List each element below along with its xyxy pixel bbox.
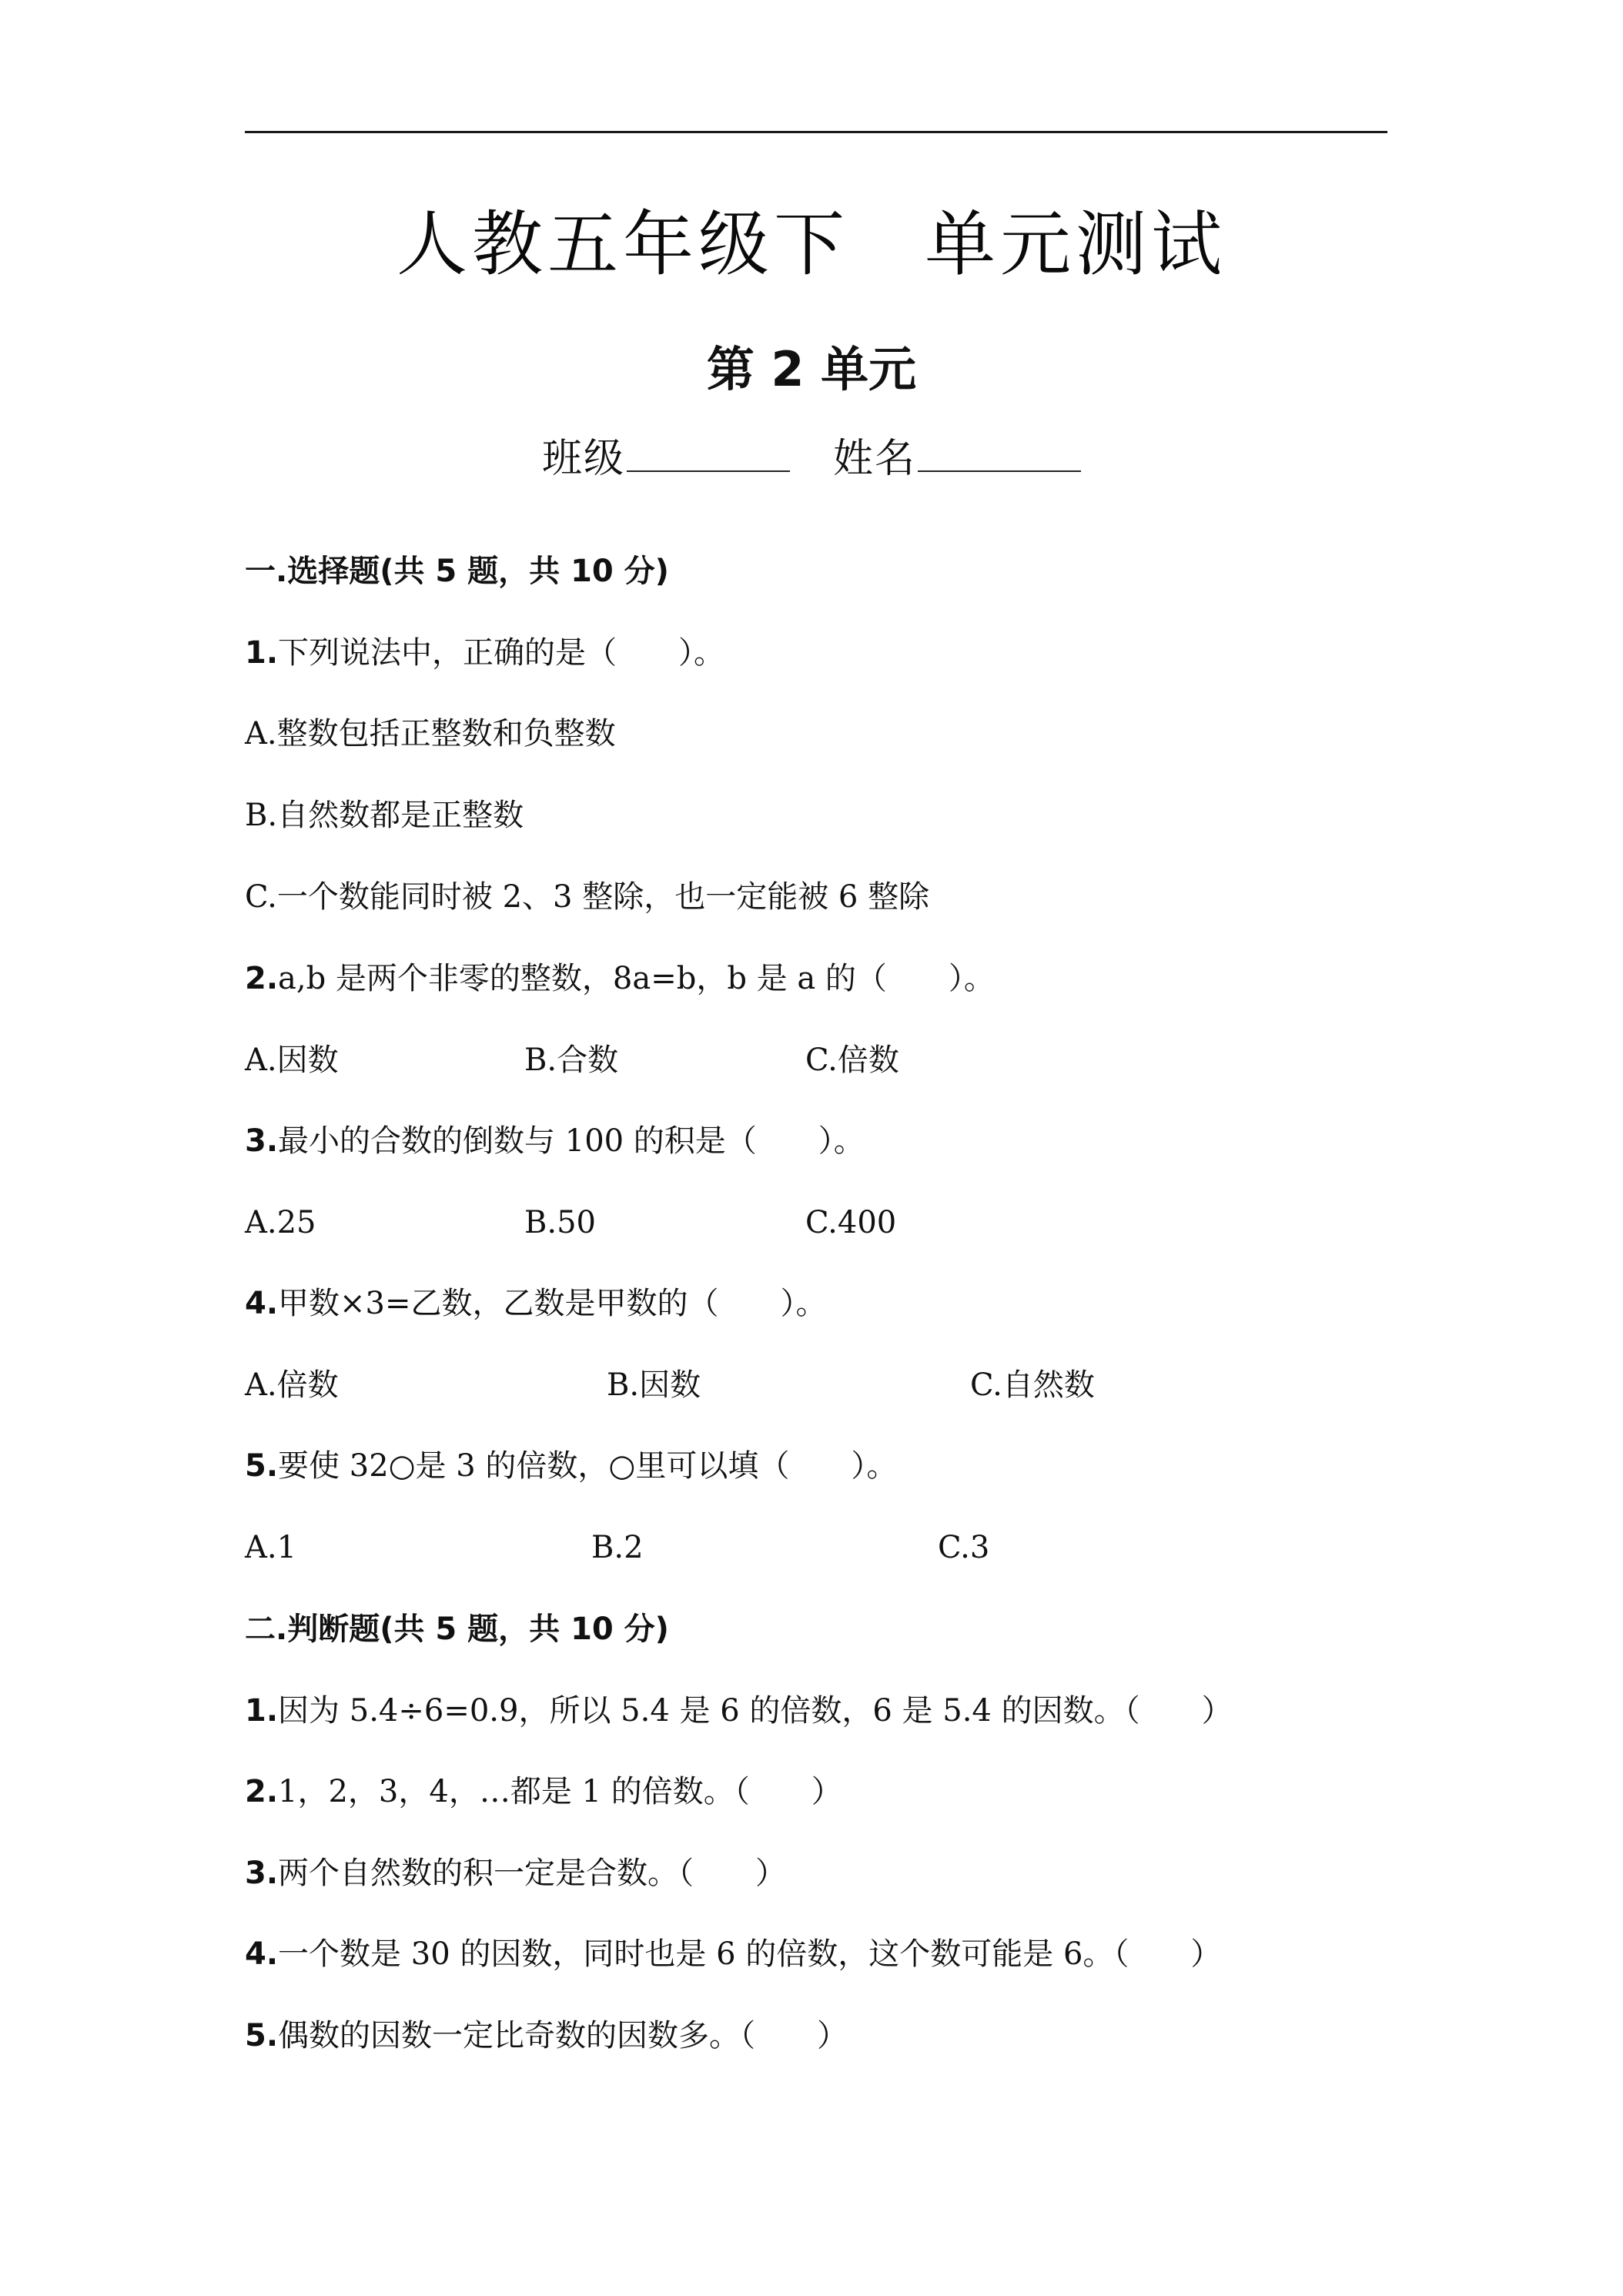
question-number: 1.: [245, 635, 279, 671]
header-rule: [245, 131, 1387, 133]
name-label: 姓名: [833, 436, 917, 482]
question-number: 1.: [245, 1693, 279, 1729]
option-a: A.因数: [245, 1043, 339, 1078]
option-c: C.倍数: [805, 1043, 899, 1078]
question-item: [245, 2014, 848, 2057]
name-blank[interactable]: [918, 435, 1081, 472]
option-a: A.25: [245, 1205, 316, 1240]
question-item: [245, 1933, 1221, 1976]
section-heading-choice: 一.选择题(共 5 题，共 10 分): [245, 554, 669, 589]
question-text: 两个自然数的积一定是合数。（ ）: [278, 1856, 787, 1891]
question-text: a,b 是两个非零的整数，8a=b，b 是 a 的（ ）。: [278, 961, 995, 996]
question-text: 因为 5.4÷6=0.9，所以 5.4 是 6 的倍数，6 是 5.4 的因数。（ ）: [278, 1693, 1233, 1729]
question-text: 要使 32○是 3 的倍数，○里可以填（ ）。: [278, 1448, 898, 1484]
question-item: [245, 957, 995, 1000]
class-label: 班级: [541, 436, 625, 482]
question-number: 3.: [245, 1123, 279, 1159]
question-item: [245, 1282, 827, 1325]
question-number: 3.: [245, 1856, 279, 1891]
option-a: A.倍数: [245, 1367, 339, 1403]
option-c: C.自然数: [970, 1367, 1095, 1403]
option-b: B.合数: [524, 1043, 619, 1078]
question-number: 2.: [245, 1774, 279, 1809]
question-text: 甲数×3=乙数，乙数是甲数的（ ）。: [278, 1286, 827, 1321]
option-b: B.因数: [607, 1367, 701, 1403]
option-c: C.400: [805, 1205, 897, 1240]
option-c: C.3: [938, 1530, 990, 1565]
section-heading-judge: 二.判断题(共 5 题，共 10 分): [245, 1612, 669, 1647]
question-text: 一个数是 30 的因数，同时也是 6 的倍数，这个数可能是 6。（ ）: [278, 1936, 1222, 1972]
option-a: A.整数包括正整数和负整数: [245, 716, 616, 751]
student-info: [0, 431, 1623, 487]
option-a: A.1: [245, 1530, 297, 1565]
option-b: B.50: [524, 1205, 597, 1240]
question-text: 偶数的因数一定比奇数的因数多。（ ）: [278, 2018, 848, 2053]
question-item: [245, 1852, 786, 1895]
option-b: B.自然数都是正整数: [245, 798, 524, 833]
question-item: [245, 1770, 842, 1813]
page-title: 人教五年级下 单元测试: [396, 203, 1226, 286]
question-number: 2.: [245, 961, 279, 996]
question-text: 1，2，3，4，…都是 1 的倍数。（ ）: [278, 1774, 842, 1809]
question-item: [245, 1689, 1233, 1732]
option-c: C.一个数能同时被 2、3 整除，也一定能被 6 整除: [245, 879, 930, 915]
question-item: [245, 631, 724, 674]
question-text: 最小的合数的倒数与 100 的积是（ ）。: [278, 1123, 865, 1159]
question-number: 5.: [245, 1448, 279, 1484]
question-item: [245, 1120, 865, 1163]
question-text: 下列说法中，正确的是（ ）。: [278, 635, 725, 671]
class-blank[interactable]: [627, 435, 790, 472]
question-number: 4.: [245, 1936, 279, 1972]
question-number: 4.: [245, 1286, 279, 1321]
question-item: [245, 1444, 897, 1488]
question-number: 5.: [245, 2018, 279, 2053]
unit-subtitle: 第 2 单元: [706, 341, 917, 397]
option-b: B.2: [591, 1530, 644, 1565]
